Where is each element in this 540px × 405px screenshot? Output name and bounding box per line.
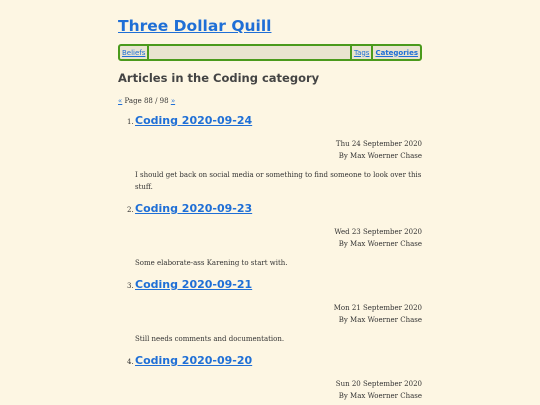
nav-spacer	[149, 46, 350, 59]
nav-link-categories[interactable]: Categories	[375, 48, 418, 57]
article-number: 3.	[127, 282, 134, 290]
nav-link-beliefs[interactable]: Beliefs	[122, 48, 146, 57]
next-page-link[interactable]: »	[170, 97, 176, 105]
article-byline: By Max Woerner Chase	[338, 316, 422, 324]
article-number: 2.	[127, 206, 134, 214]
category-heading: Articles in the Coding category	[118, 71, 320, 85]
article-byline: By Max Woerner Chase	[338, 152, 422, 160]
article-list	[118, 114, 422, 402]
article-item	[118, 278, 422, 345]
article-item	[118, 354, 422, 402]
page-indicator: Page 88 / 98	[124, 97, 169, 105]
article-date: Sun 20 September 2020	[335, 380, 422, 388]
article-title-link[interactable]: Coding 2020-09-24	[135, 114, 253, 127]
article-byline: By Max Woerner Chase	[338, 392, 422, 400]
article-date: Wed 23 September 2020	[334, 228, 422, 236]
page-content	[118, 0, 422, 402]
nav-link-tags[interactable]: Tags	[353, 48, 370, 57]
article-date: Thu 24 September 2020	[335, 140, 422, 148]
article-title-link[interactable]: Coding 2020-09-20	[135, 354, 253, 367]
article-summary: I should get back on social media or something to find someone to look over this stuff.	[135, 171, 422, 191]
nav-bar	[118, 44, 422, 61]
article-summary: Some elaborate-ass Karening to start with.	[135, 259, 288, 267]
article-item	[118, 202, 422, 269]
previous-page-link[interactable]: «	[118, 97, 123, 105]
article-title-link[interactable]: Coding 2020-09-21	[135, 278, 253, 291]
article-date: Mon 21 September 2020	[333, 304, 422, 312]
article-meta	[118, 302, 422, 326]
article-title-link[interactable]: Coding 2020-09-23	[135, 202, 253, 215]
site-title-link[interactable]: Three Dollar Quill	[118, 17, 272, 35]
pagination	[118, 96, 422, 106]
article-number: 4.	[127, 358, 134, 366]
article-summary: Still needs comments and documentation.	[135, 335, 285, 343]
article-meta	[118, 226, 422, 250]
article-meta	[118, 378, 422, 402]
article-item	[118, 114, 422, 193]
article-number: 1.	[127, 118, 134, 126]
article-meta	[118, 138, 422, 162]
article-byline: By Max Woerner Chase	[338, 240, 422, 248]
